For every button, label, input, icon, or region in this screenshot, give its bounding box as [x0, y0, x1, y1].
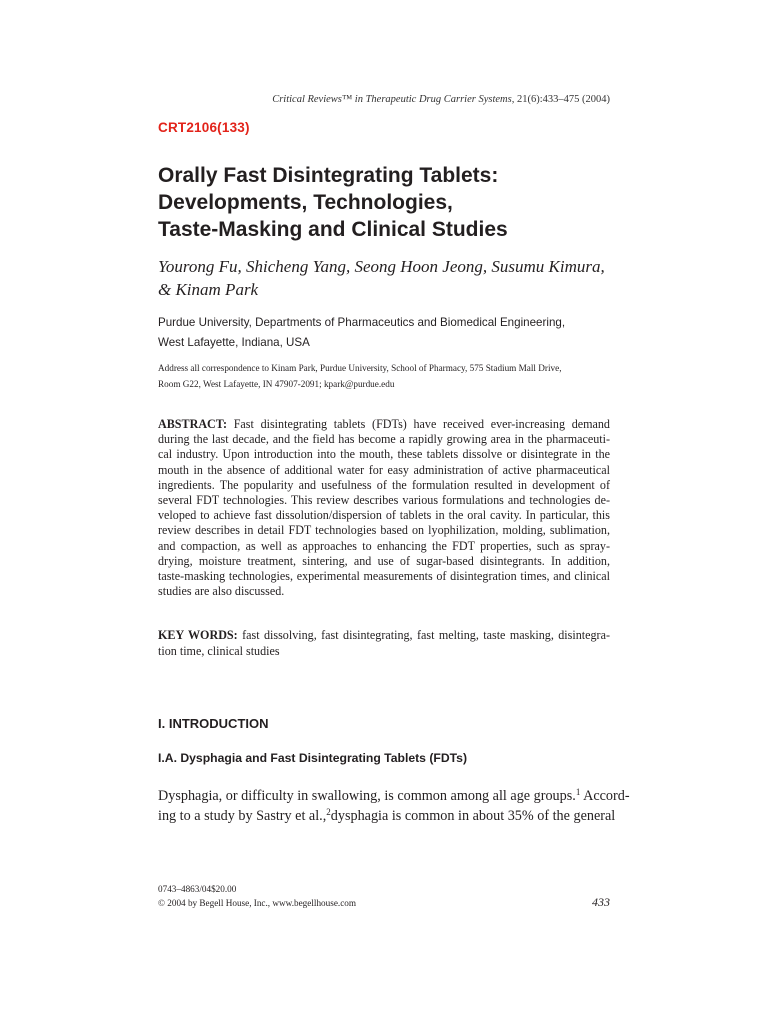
copyright-notice: © 2004 by Begell House, Inc., www.begellhouse.com — [158, 898, 357, 908]
affiliation — [158, 313, 618, 353]
author-line: & Kinam Park — [158, 280, 259, 299]
paper-title — [158, 162, 618, 243]
page-number: 433 — [592, 895, 610, 909]
address-line: Address all correspondence to Kinam Park, Purdue University, School of Pharmacy, 575 Stadium Mall Drive, — [158, 363, 562, 373]
keywords-line: tion time, clinical studies — [158, 644, 280, 658]
title-line: Taste-Masking and Clinical Studies — [158, 218, 508, 241]
abstract-label: ABSTRACT: — [158, 417, 227, 431]
journal-name: Critical Reviews™ in Therapeutic Drug Carrier Systems, — [272, 94, 515, 105]
abstract — [158, 417, 610, 599]
abstract-line: several FDT technologies. This review describes various formulations and technologies de- — [158, 492, 610, 507]
abstract-line: and compaction, as well as approaches to enhancing the FDT properties, such as spray- — [158, 538, 610, 553]
body-line — [158, 806, 616, 826]
affiliation-line: West Lafayette, Indiana, USA — [158, 336, 310, 349]
abstract-line: veloped to achieve fast dissolution/dispersion of tablets in the oral cavity. In particular, this — [158, 508, 610, 523]
body-text: Dysphagia, or difficulty in swallowing, is common among all age groups. — [158, 788, 576, 804]
abstract-line: review describes in detail FDT technologies based on lyophilization, molding, sublimation, — [158, 523, 610, 538]
body-text: Accord- — [580, 788, 630, 804]
keywords — [158, 627, 610, 659]
abstract-line: mouth in the absence of additional water for easy administration of active pharmaceutical — [158, 462, 610, 477]
abstract-line: cal industry. Upon introduction into the mouth, these tablets dissolve or disintegrate in the — [158, 447, 610, 462]
keywords-label: KEY WORDS: — [158, 628, 238, 642]
author-line: Yourong Fu, Shicheng Yang, Seong Hoon Jeong, Susumu Kimura, — [158, 257, 605, 276]
body-text: ing to a study by Sastry et al., — [158, 808, 327, 824]
abstract-line: ingredients. The popularity and usefulness of the formulation resulted in development of — [158, 477, 610, 492]
correspondence-address — [158, 360, 618, 392]
subsection-heading: I.A. Dysphagia and Fast Disintegrating Tablets (FDTs) — [158, 751, 468, 765]
footer — [158, 882, 356, 910]
title-line: Developments, Technologies, — [158, 191, 453, 214]
author-list — [158, 255, 618, 301]
body-text: dysphagia is common in about 35% of the general — [330, 808, 616, 824]
reference-marker[interactable]: 1 — [575, 787, 581, 797]
affiliation-line: Purdue University, Departments of Pharmaceutics and Biomedical Engineering, — [158, 316, 566, 329]
body-paragraph — [158, 786, 630, 826]
section-heading: I. INTRODUCTION — [158, 716, 269, 731]
abstract-line: studies are also discussed. — [158, 584, 285, 599]
keywords-line — [158, 627, 610, 643]
address-line: Room G22, West Lafayette, IN 47907-2091; kpark@purdue.edu — [158, 379, 395, 389]
issn-price: 0743–4863/04$20.00 — [158, 884, 237, 894]
body-line — [158, 786, 630, 806]
journal-citation: 21(6):433–475 (2004) — [516, 94, 610, 105]
abstract-line: taste-masking technologies, experimental measurements of disintegration times, and clinical — [158, 568, 610, 583]
abstract-line: during the last decade, and the field has become a rapidly growing area in the pharmaceuti- — [158, 432, 610, 447]
abstract-line: drying, moisture treatment, sintering, and use of sugar-based disintegrants. In addition, — [158, 553, 610, 568]
keywords-text: fast dissolving, fast disintegrating, fast melting, taste masking, disintegra- — [242, 628, 610, 642]
abstract-line — [158, 417, 610, 432]
article-code: CRT2106(133) — [158, 120, 250, 135]
reference-marker[interactable]: 2 — [326, 807, 331, 817]
title-line: Orally Fast Disintegrating Tablets: — [158, 164, 499, 187]
running-head — [272, 94, 610, 105]
abstract-text: Fast disintegrating tablets (FDTs) have received ever-increasing demand — [233, 417, 610, 431]
